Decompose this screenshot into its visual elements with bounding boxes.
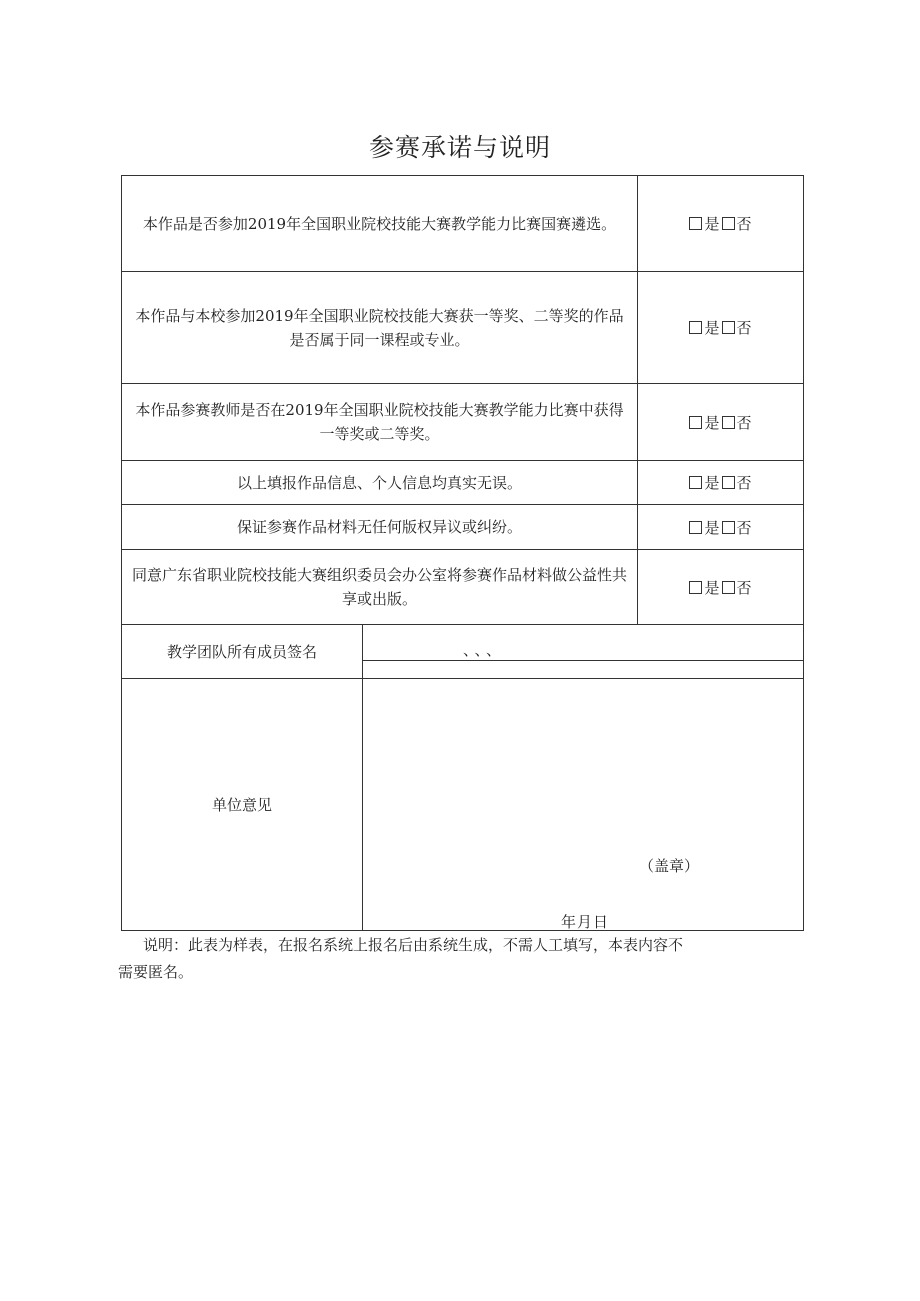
question-text: 本作品参赛教师是否在2019年全国职业院校技能大赛教学能力比赛中获得一等奖或二等奖。 (122, 384, 638, 460)
yes-checkbox[interactable] (689, 416, 702, 429)
question-row (122, 384, 803, 461)
no-label: 否 (736, 413, 752, 432)
answer-cell (638, 505, 803, 549)
question-row (122, 272, 803, 384)
seal-text: （盖章） (639, 857, 700, 875)
no-checkbox[interactable] (722, 217, 735, 230)
no-label: 否 (736, 518, 752, 537)
question-text: 本作品是否参加2019年全国职业院校技能大赛教学能力比赛国赛遴选。 (122, 176, 638, 271)
yes-label: 是 (704, 518, 720, 537)
date-text: 年月日 (561, 913, 610, 931)
no-checkbox[interactable] (722, 321, 735, 334)
yes-checkbox[interactable] (689, 476, 702, 489)
question-text: 以上填报作品信息、个人信息均真实无误。 (122, 461, 638, 504)
question-text: 本作品与本校参加2019年全国职业院校技能大赛获一等奖、二等奖的作品是否属于同一课程或专业。 (122, 272, 638, 383)
commitment-form (121, 175, 804, 931)
question-text: 同意广东省职业院校技能大赛组织委员会办公室将参赛作品材料做公益性共享或出版。 (122, 550, 638, 624)
opinion-row (122, 679, 803, 930)
question-row (122, 461, 803, 505)
no-checkbox[interactable] (722, 416, 735, 429)
yes-label: 是 (704, 319, 720, 337)
signature-field[interactable] (363, 625, 803, 678)
no-checkbox[interactable] (722, 521, 735, 534)
note-line: 需要匿名。 (118, 963, 194, 981)
answer-cell (638, 461, 803, 504)
no-label: 否 (736, 578, 752, 597)
yes-label: 是 (704, 578, 720, 597)
no-checkbox[interactable] (722, 581, 735, 594)
no-label: 否 (736, 474, 752, 492)
yes-checkbox[interactable] (689, 321, 702, 334)
signature-row (122, 625, 803, 679)
page-title: 参赛承诺与说明 (368, 133, 551, 162)
signature-placeholder: 、、、 (463, 641, 506, 659)
question-row (122, 505, 803, 550)
answer-cell (638, 176, 803, 271)
question-row (122, 550, 803, 625)
question-text: 保证参赛作品材料无任何版权异议或纠纷。 (122, 505, 638, 549)
yes-label: 是 (704, 413, 720, 432)
note (118, 932, 718, 986)
yes-label: 是 (704, 474, 720, 492)
question-row (122, 176, 803, 272)
signature-label: 教学团队所有成员签名 (122, 625, 363, 678)
no-label: 否 (736, 215, 752, 233)
note-line: 说明：此表为样表，在报名系统上报名后由系统生成，不需人工填写，本表内容不 (143, 936, 684, 954)
opinion-label: 单位意见 (122, 679, 363, 930)
signature-divider (363, 660, 803, 661)
no-label: 否 (736, 319, 752, 337)
answer-cell (638, 272, 803, 383)
yes-checkbox[interactable] (689, 217, 702, 230)
no-checkbox[interactable] (722, 476, 735, 489)
opinion-field[interactable] (363, 679, 803, 930)
answer-cell (638, 384, 803, 460)
answer-cell (638, 550, 803, 624)
yes-checkbox[interactable] (689, 521, 702, 534)
yes-label: 是 (704, 215, 720, 233)
yes-checkbox[interactable] (689, 581, 702, 594)
